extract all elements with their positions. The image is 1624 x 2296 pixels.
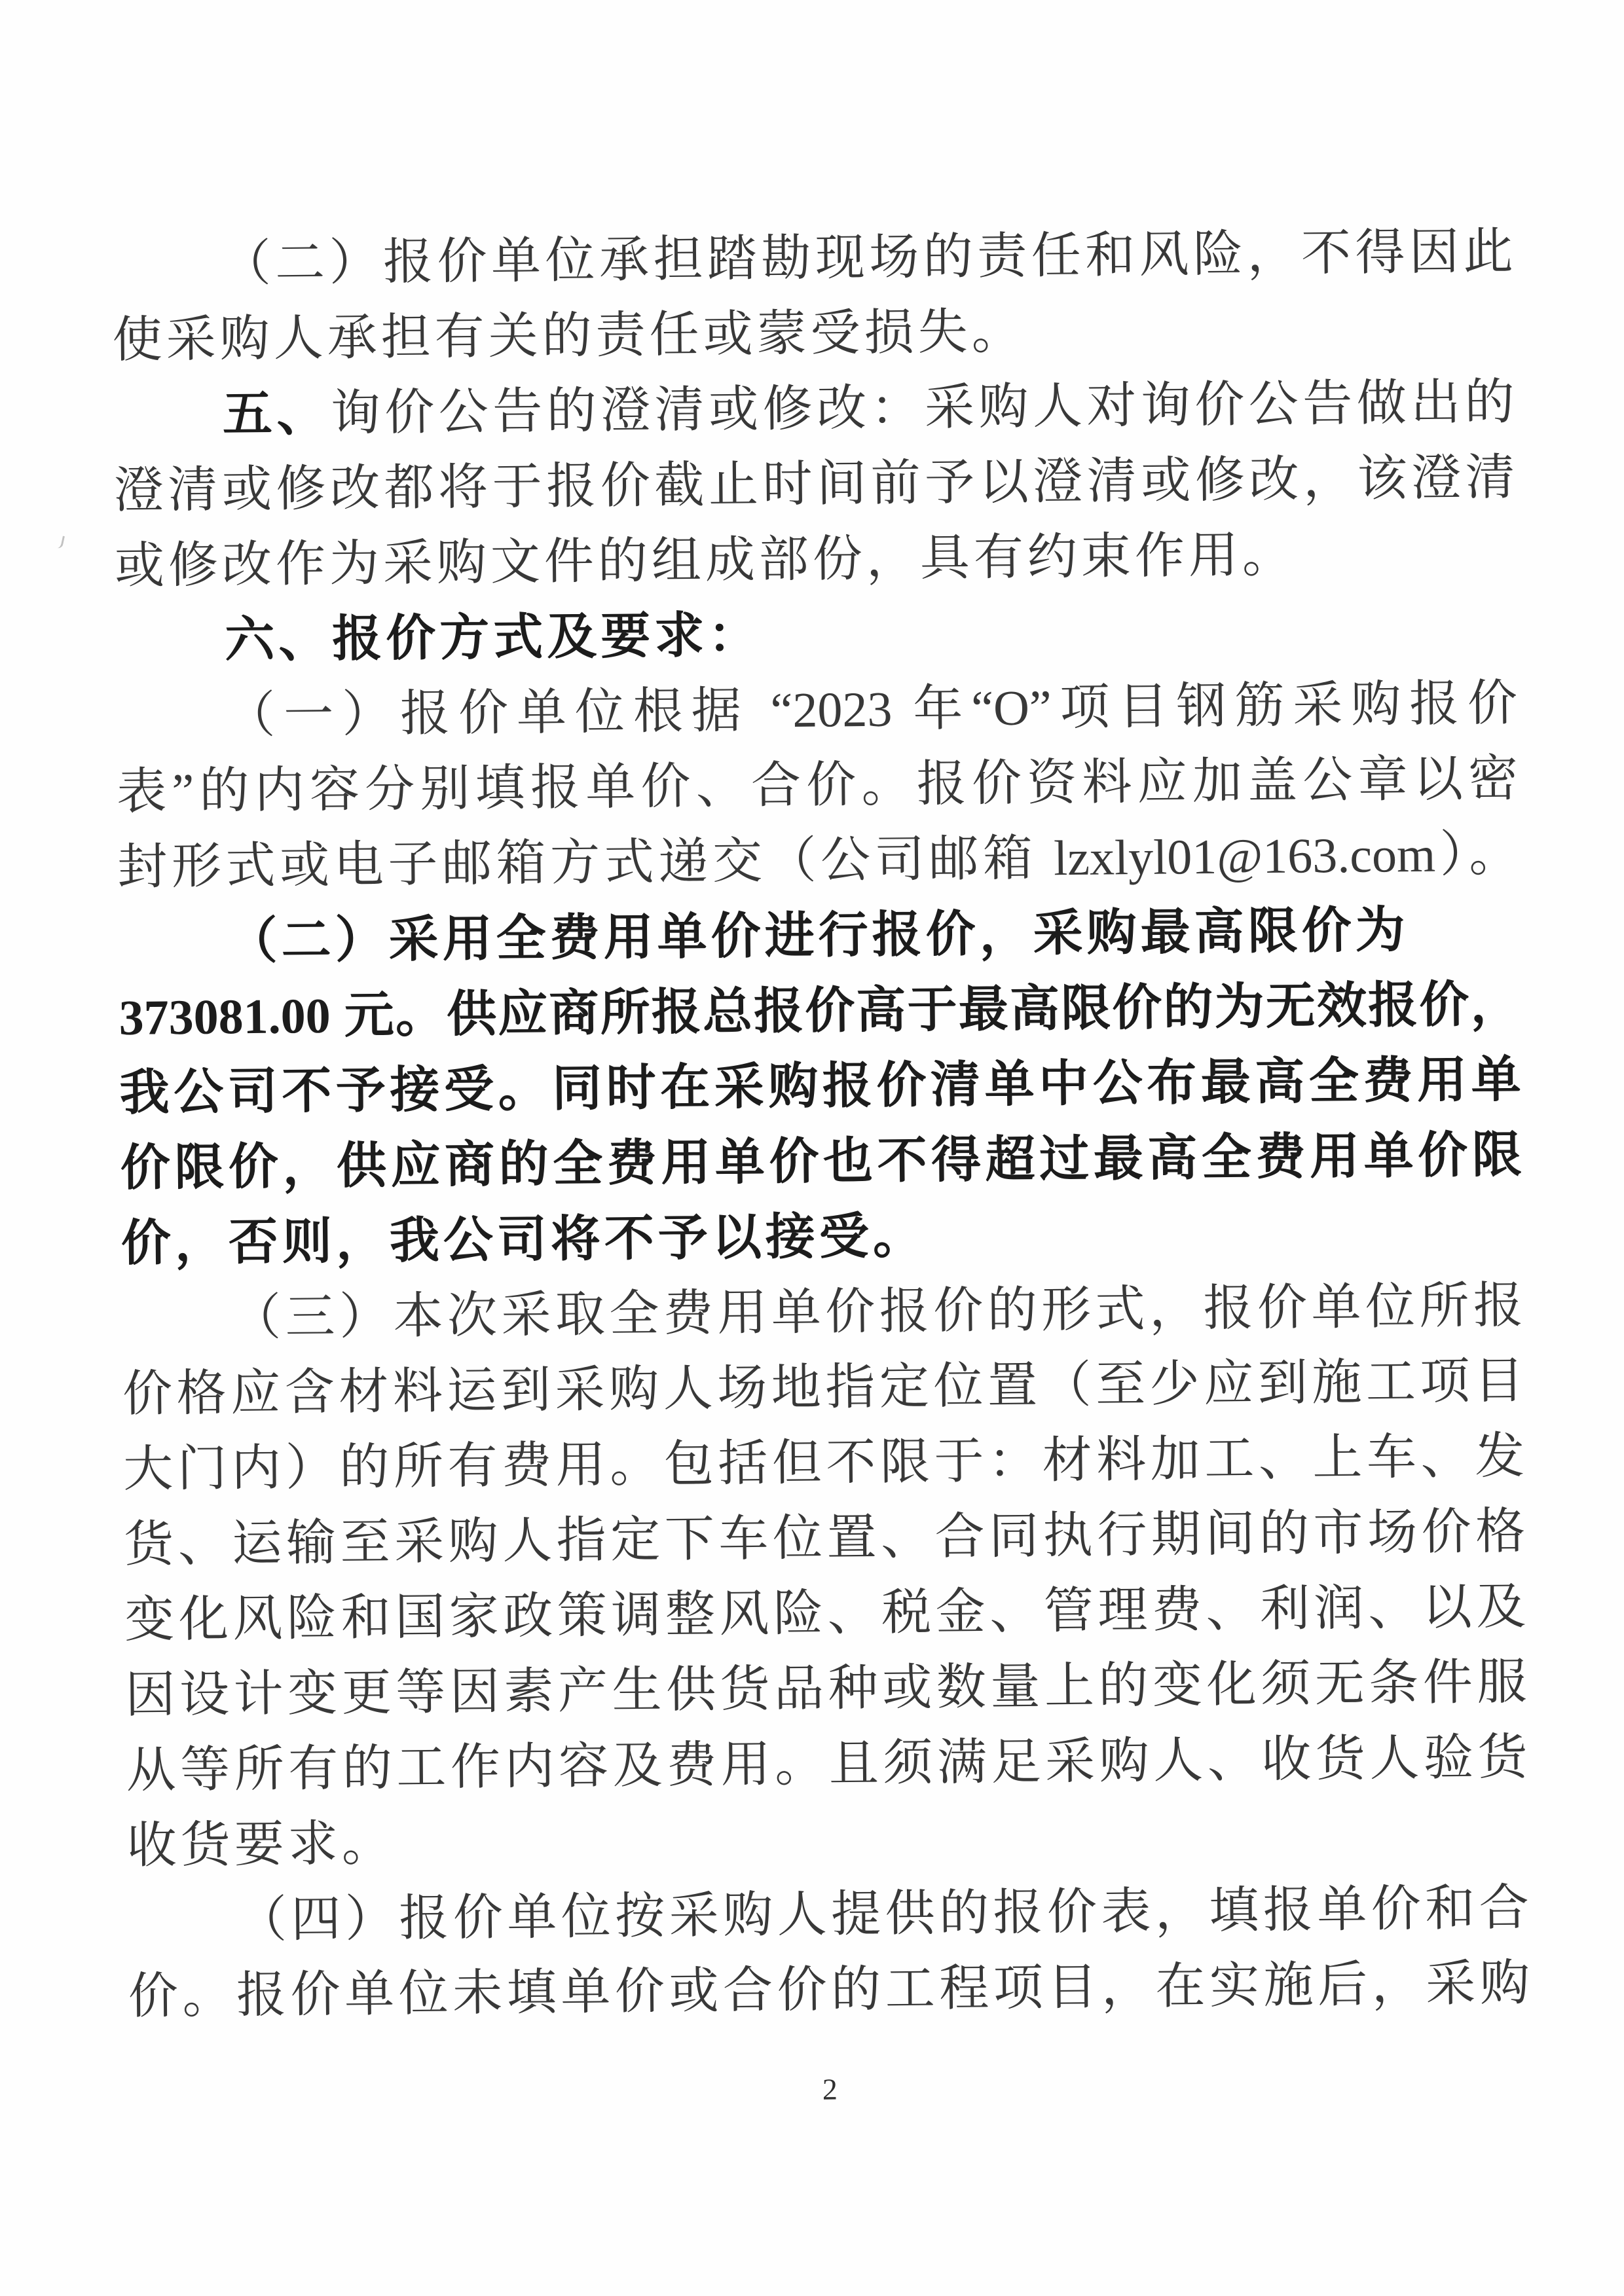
text-line (118, 892, 1520, 981)
text-run: 询价公告的澄清或修改：采购人对询价公告做出的 (330, 374, 1515, 441)
text-run: （四）报价单位按采购人提供的报价表，填报单价和合 (236, 1880, 1530, 1948)
scan-content (111, 214, 1531, 2113)
text-run: 货、运输至采购人指定下车位置、合同执行期间的市场价格 (123, 1504, 1526, 1573)
text-run: （三）本次采取全费用单价报价的形式，报价单位所报 (231, 1278, 1524, 1346)
text-run: 价，否则，我公司将不予以接受。 (120, 1209, 927, 1271)
text-line (121, 1268, 1523, 1357)
text-run: 使采购人承担有关的责任或蒙受损失。 (112, 304, 1025, 368)
text-line (123, 1419, 1525, 1508)
text-run: 五、 (222, 386, 331, 443)
text-run: （一）报价单位根据 “2023 年“O”项目钢筋采购报价 (225, 676, 1518, 744)
page-number: 2 (822, 2072, 838, 2106)
text-line (116, 666, 1518, 755)
text-line (127, 1870, 1529, 1959)
text-run: 大门内）的所有费用。包括但不限于：材料加工、上车、发 (122, 1429, 1525, 1497)
text-line (122, 1343, 1524, 1432)
text-run: 六、报价方式及要求： (224, 608, 762, 668)
text-run: 收货要求。 (126, 1815, 396, 1874)
text-run: 价。报价单位未填单价或合价的工程项目，在实施后，采购 (128, 1956, 1530, 2024)
text-line (120, 1193, 1522, 1282)
text-run: （二）采用全费用单价进行报价，采购最高限价为 (227, 903, 1409, 970)
text-run: 从等所有的工作内容及费用。且须满足采购人、收货人验货 (126, 1730, 1528, 1798)
text-line (125, 1645, 1527, 1734)
text-line (126, 1795, 1528, 1884)
text-line (114, 515, 1516, 604)
text-line (112, 289, 1514, 378)
text-line (117, 741, 1519, 830)
text-run: （二）报价单位承担踏勘现场的责任和风险，不得因此 (221, 224, 1513, 292)
text-line (119, 1042, 1521, 1131)
text-line (111, 214, 1513, 303)
document-body (111, 214, 1530, 2034)
text-line (128, 1946, 1530, 2035)
text-line (124, 1494, 1526, 1583)
text-line (113, 440, 1515, 529)
text-run: 变化风险和国家政策调整风险、税金、管理费、利润、以及 (124, 1579, 1526, 1648)
text-run: 价限价，供应商的全费用单价也不得超过最高全费用单价限 (120, 1127, 1522, 1196)
text-run: 或修改作为采购文件的组成部份，具有约束作用。 (114, 527, 1297, 594)
text-line (113, 365, 1515, 454)
text-line (117, 816, 1519, 905)
scan-artifact-mark (56, 535, 65, 549)
text-run: 澄清或修改都将于报价截止时间前予以澄清或修改，该澄清 (113, 450, 1516, 519)
text-line (115, 591, 1517, 680)
text-run: 我公司不予接受。同时在采购报价清单中公布最高全费用单 (119, 1052, 1521, 1121)
text-run: 373081.00 元。供应商所报总报价高于最高限价的为无效报价， (119, 977, 1521, 1046)
text-line (124, 1569, 1526, 1658)
text-run: 因设计变更等因素产生供货品种或数量上的变化须无条件服 (125, 1654, 1527, 1723)
text-run: 封形式或电子邮箱方式递交（公司邮箱 lzxlyl01@163.com）。 (117, 826, 1519, 895)
text-run: 表”的内容分别填报单价、合价。报价资料应加盖公章以密 (116, 751, 1519, 820)
text-line (119, 967, 1521, 1056)
text-run: 价格应含材料运到采购人场地指定位置（至少应到施工项目 (122, 1353, 1524, 1422)
text-line (126, 1720, 1528, 1809)
text-line (120, 1118, 1522, 1207)
